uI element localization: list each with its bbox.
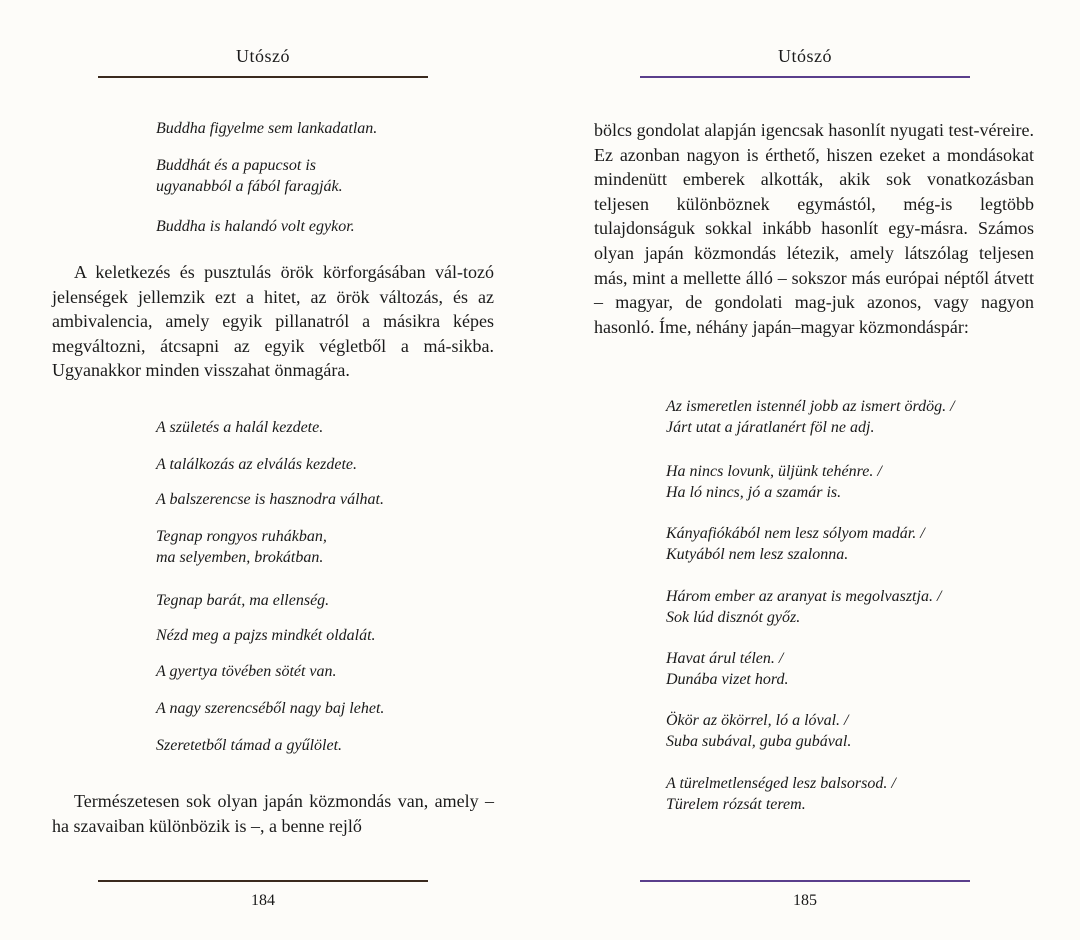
proverb-line: A nagy szerencséből nagy baj lehet. (156, 700, 385, 717)
proverb (156, 118, 496, 139)
proverb-line: Ha ló nincs, jó a szamár is. (666, 484, 842, 501)
proverb-line: Buddha figyelme sem lankadatlan. (156, 120, 378, 137)
proverb-line: Az ismeretlen istennél jobb az ismert ördög. / (666, 398, 955, 415)
proverb-line: ma selyemben, brokátban. (156, 549, 324, 566)
proverb (156, 698, 496, 719)
header-rule (640, 76, 970, 78)
proverb-line: Kányafiókából nem lesz sólyom madár. / (666, 525, 925, 542)
proverb-line: Három ember az aranyat is megolvasztja. / (666, 588, 942, 605)
proverb-pair (666, 773, 1036, 815)
proverb-line: Türelem rózsát terem. (666, 796, 806, 813)
proverb-line: Ha nincs lovunk, üljünk tehénre. / (666, 463, 882, 480)
proverb-line: Nézd meg a pajzs mindkét oldalát. (156, 627, 376, 644)
proverb (156, 625, 496, 646)
proverb-line: Tegnap barát, ma ellenség. (156, 592, 330, 609)
proverb-pair (666, 648, 1036, 690)
proverb (156, 216, 496, 237)
footer-rule (98, 880, 428, 882)
proverb-line: A balszerencse is hasznodra válhat. (156, 491, 384, 508)
proverb-line: A találkozás az elválás kezdete. (156, 456, 357, 473)
proverb-line: Dunába vizet hord. (666, 671, 789, 688)
proverb (156, 526, 496, 568)
proverb-line: A gyertya tövében sötét van. (156, 663, 337, 680)
proverb-pair (666, 710, 1036, 752)
proverb-pair (666, 461, 1036, 503)
proverb-line: ugyanabból a fából faragják. (156, 178, 343, 195)
proverb-line: Suba subával, guba gubával. (666, 733, 852, 750)
running-head: Utószó (778, 46, 832, 66)
header-rule (98, 76, 428, 78)
proverb-line: Sok lúd disznót győz. (666, 609, 801, 626)
proverb (156, 155, 496, 197)
proverb (156, 454, 496, 475)
right-page (540, 0, 1080, 940)
proverb-line: Tegnap rongyos ruhákban, (156, 528, 327, 545)
proverb (156, 735, 496, 756)
proverb-pair (666, 523, 1036, 565)
proverb-line: Kutyából nem lesz szalonna. (666, 546, 849, 563)
footer-rule (640, 880, 970, 882)
proverb-pair (666, 396, 1036, 438)
proverb (156, 489, 496, 510)
page-number: 184 (251, 892, 275, 909)
proverb (156, 590, 496, 611)
proverb-pair (666, 586, 1036, 628)
page-number: 185 (793, 892, 817, 909)
proverb-line: Buddhát és a papucsot is (156, 157, 316, 174)
proverb-line: Járt utat a járatlanért föl ne adj. (666, 419, 875, 436)
proverb-line: Buddha is halandó volt egykor. (156, 218, 355, 235)
proverb-line: Havat árul télen. / (666, 650, 784, 667)
proverb (156, 661, 496, 682)
proverb-line: A türelmetlenséged lesz balsorsod. / (666, 775, 896, 792)
proverb-line: Szeretetből támad a gyűlölet. (156, 737, 343, 754)
proverb-line: A születés a halál kezdete. (156, 419, 324, 436)
body-paragraph: bölcs gondolat alapján igencsak hasonlít nyugati test-véreire. Ez azonban nagyon is érthető, hiszen ezeket a mondásokat mindenütt emberek alkották, akik sok vonatkozásban teljesen különböznek egymástól, még-is legtöbb tulajdonságuk sokkal inkább hasonlít egy-másra. Számos olyan japán közmondás létezik, amely látszólag teljesen más, mint a mellette álló – sokszor más európai néptől átvett – magyar, de gondolati mag-juk azonos, vagy nagyon hasonló. Íme, néhány japán–magyar közmondáspár: (594, 120, 1034, 337)
proverb (156, 417, 496, 438)
running-head: Utószó (236, 46, 290, 66)
body-paragraph: A keletkezés és pusztulás örök körforgásában vál-tozó jelenségek jellemzik ezt a hitet, az örök változás, és az ambivalencia, amely egyik pillanatról a másikra képes megváltozni, átcsapni az egyik végletből a má-sikba. Ugyanakkor minden visszahat önmagára. (52, 262, 494, 381)
body-paragraph: Természetesen sok olyan japán közmondás van, amely – ha szavaiban különbözik is –, a benne rejlő (52, 791, 494, 836)
proverb-line: Ökör az ökörrel, ló a lóval. / (666, 712, 849, 729)
